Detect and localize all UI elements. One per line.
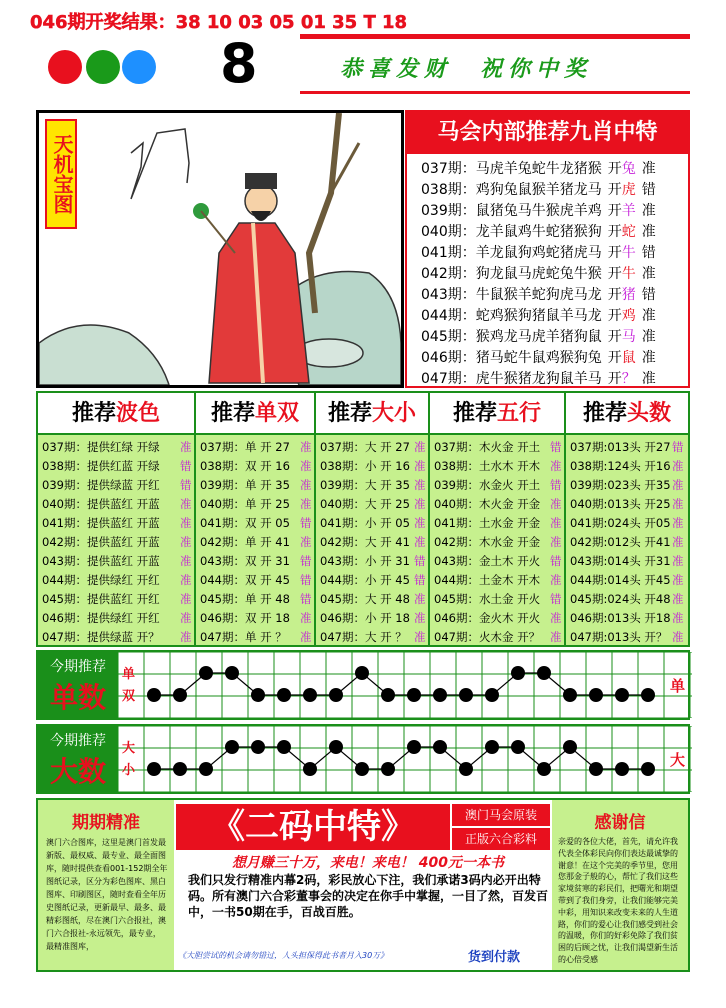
- table-cell: 046期：金火木 开火: [434, 611, 541, 625]
- table-mark: 准: [300, 630, 312, 644]
- table-mark: 准: [414, 516, 426, 530]
- table-mark: 准: [414, 611, 426, 625]
- table-cell: 046期：双 开 18: [200, 611, 290, 625]
- nine-zodiac-title: 马会内部推荐九肖中特: [407, 112, 688, 154]
- trend-point: [485, 740, 499, 754]
- nine-zodiac-row: [421, 263, 656, 285]
- trend-point: [511, 740, 525, 754]
- column-header-prefix: 推荐: [327, 401, 372, 426]
- nine-zodiac-result: 马: [621, 329, 636, 345]
- nine-zodiac-zodiacs: 鼠猪兔马牛猴虎羊鸡: [475, 203, 602, 219]
- trend-point: [173, 688, 187, 702]
- column-header-prefix: 推荐: [71, 401, 116, 426]
- table-mark: 准: [672, 554, 684, 568]
- table-mark: 错: [550, 440, 562, 454]
- trend-point: [615, 762, 629, 776]
- column-header-highlight: 大小: [372, 401, 417, 426]
- table-mark: 准: [180, 535, 192, 549]
- table-cell: 040期：提供蓝红 开蓝: [42, 497, 160, 511]
- table-mark: 准: [672, 611, 684, 625]
- nine-zodiac-box: [405, 110, 690, 388]
- trend-point: [615, 688, 629, 702]
- nine-zodiac-status: 错: [641, 182, 656, 198]
- table-mark: 错: [300, 516, 312, 530]
- table-mark: 错: [550, 478, 562, 492]
- banner-side-bottom: 正版六合彩料: [452, 828, 550, 850]
- trend-point: [511, 666, 525, 680]
- big-small-trend: [36, 724, 690, 794]
- table-cell: 047期：提供绿蓝 开？: [42, 630, 160, 644]
- trend-point: [563, 688, 577, 702]
- table-cell: 042期：单 开 41: [200, 535, 290, 549]
- nine-zodiac-open: 开: [607, 161, 622, 177]
- nine-zodiac-zodiacs: 虎牛猴猪龙狗鼠羊马: [475, 371, 602, 387]
- table-cell: 040期:013头 开25: [570, 497, 671, 511]
- column-header-highlight: 头数: [627, 401, 672, 426]
- trend-point: [433, 740, 447, 754]
- nine-zodiac-status: 准: [641, 308, 656, 324]
- nine-zodiac-period: 038期：: [421, 182, 476, 198]
- nine-zodiac-zodiacs: 牛鼠猴羊蛇狗虎马龙: [475, 287, 602, 303]
- table-mark: 准: [180, 554, 192, 568]
- draw-result-headline: 046期开奖结果：38 10 03 05 01 35 T 18: [30, 12, 408, 33]
- nine-zodiac-row: [421, 221, 656, 243]
- nine-zodiac-result: 鸡: [621, 308, 636, 324]
- bottom-section: [36, 798, 690, 972]
- trend-point: [407, 740, 421, 754]
- nine-zodiac-zodiacs: 龙羊鼠鸡牛蛇猪猴狗: [475, 224, 602, 240]
- table-cell: 041期：小 开 05: [320, 516, 410, 530]
- nine-zodiac-result: 牛: [621, 245, 636, 261]
- banner-side-top: 澳门马会原装: [452, 804, 550, 826]
- cash-on-delivery: 货到付款: [468, 950, 521, 965]
- two-code-banner: 《二码中特》: [176, 804, 450, 850]
- table-mark: 准: [550, 611, 562, 625]
- table-cell: 041期:024头 开05: [570, 516, 671, 530]
- trend-final-mark: 单: [670, 677, 686, 695]
- table-cell: 046期：提供绿红 开红: [42, 611, 160, 625]
- nine-zodiac-open: 开: [607, 224, 622, 240]
- column-header: [196, 393, 314, 435]
- nine-zodiac-open: 开: [607, 245, 622, 261]
- table-mark: 错: [300, 592, 312, 606]
- issue-number: 8: [220, 32, 258, 95]
- nine-zodiac-zodiacs: 狗龙鼠马虎蛇兔牛猴: [475, 266, 602, 282]
- trend-row-label: 双: [122, 689, 136, 704]
- table-mark: 准: [414, 535, 426, 549]
- red-divider: [300, 34, 690, 39]
- table-mark: 准: [550, 516, 562, 530]
- trend-point: [589, 762, 603, 776]
- sage-illustration: [39, 113, 401, 385]
- nine-zodiac-status: 准: [641, 203, 656, 219]
- table-mark: 准: [300, 497, 312, 511]
- nine-zodiac-row: [421, 305, 656, 327]
- table-mark: 准: [672, 630, 684, 644]
- table-mark: 准: [672, 459, 684, 473]
- trend-point: [199, 666, 213, 680]
- table-mark: 准: [672, 478, 684, 492]
- trend-point: [407, 688, 421, 702]
- table-mark: 准: [180, 592, 192, 606]
- nine-zodiac-status: 准: [641, 161, 656, 177]
- trend-point: [563, 740, 577, 754]
- nine-zodiac-open: 开: [607, 266, 622, 282]
- trend-point: [381, 762, 395, 776]
- table-cell: 038期：双 开 16: [200, 459, 290, 473]
- nine-zodiac-period: 037期：: [421, 161, 476, 177]
- table-cell: 047期：火木金 开？: [434, 630, 541, 644]
- nine-zodiac-result: 牛: [621, 266, 636, 282]
- column-4: [566, 393, 688, 645]
- trend-point: [641, 688, 655, 702]
- nine-zodiac-status: 错: [641, 287, 656, 303]
- table-cell: 037期：提供红绿 开绿: [42, 440, 160, 454]
- table-mark: 错: [550, 554, 562, 568]
- slogan: 恭喜发财 祝你中奖: [340, 57, 593, 82]
- table-cell: 045期：单 开 48: [200, 592, 290, 606]
- table-cell: 044期：双 开 45: [200, 573, 290, 587]
- table-mark: 错: [414, 554, 426, 568]
- nine-zodiac-status: 准: [641, 329, 656, 345]
- nine-zodiac-zodiacs: 马虎羊兔蛇牛龙猪猴: [475, 161, 602, 177]
- trend-point: [355, 762, 369, 776]
- nine-zodiac-period: 047期：: [421, 371, 476, 387]
- trend-point: [381, 688, 395, 702]
- table-cell: 046期：小 开 18: [320, 611, 410, 625]
- table-mark: 准: [672, 573, 684, 587]
- promo-tagline: 《大胆尝试的机会请勿错过，人头担保得此书者月入30万》: [178, 951, 389, 960]
- nine-zodiac-zodiacs: 猪马蛇牛鼠鸡猴狗兔: [475, 350, 602, 366]
- table-cell: 044期：提供绿红 开红: [42, 573, 160, 587]
- nine-zodiac-status: 准: [641, 350, 656, 366]
- table-cell: 041期：土水金 开金: [434, 516, 541, 530]
- nine-zodiac-zodiacs: 蛇鸡猴狗猪鼠羊马龙: [475, 308, 602, 324]
- table-cell: 047期:013头 开？: [570, 630, 668, 644]
- table-mark: 准: [414, 478, 426, 492]
- column-1: [196, 393, 316, 645]
- table-cell: 037期：木火金 开土: [434, 440, 541, 454]
- table-cell: 043期：金土木 开火: [434, 554, 541, 568]
- column-header-highlight: 五行: [497, 401, 542, 426]
- column-header-prefix: 推荐: [210, 401, 255, 426]
- trend-point: [329, 740, 343, 754]
- trend-label-line1: 今期推荐: [50, 659, 106, 675]
- nine-zodiac-status: 准: [641, 224, 656, 240]
- table-mark: 准: [414, 592, 426, 606]
- table-mark: 错: [300, 554, 312, 568]
- trend-point: [537, 762, 551, 776]
- trend-point: [485, 688, 499, 702]
- table-cell: 042期：提供蓝红 开蓝: [42, 535, 160, 549]
- column-3: [430, 393, 566, 645]
- thank-letter-title: 感谢信: [594, 813, 646, 833]
- left-info-box: [38, 800, 174, 970]
- column-header-highlight: 波色: [116, 401, 161, 426]
- trend-final-mark: 大: [670, 751, 686, 769]
- nine-zodiac-row: [421, 179, 656, 201]
- nine-zodiac-result: 猪: [621, 287, 636, 303]
- table-cell: 046期:013头 开18: [570, 611, 671, 625]
- table-mark: 准: [550, 459, 562, 473]
- column-header: [566, 393, 688, 435]
- table-mark: 准: [180, 630, 192, 644]
- nine-zodiac-period: 040期：: [421, 224, 476, 240]
- odd-even-chart: [118, 652, 692, 718]
- table-cell: 040期：木火金 开金: [434, 497, 541, 511]
- trend-point: [277, 688, 291, 702]
- table-mark: 准: [180, 573, 192, 587]
- table-cell: 039期：大 开 35: [320, 478, 410, 492]
- nine-zodiac-period: 039期：: [421, 203, 476, 219]
- trend-point: [277, 740, 291, 754]
- table-cell: 044期：土金木 开木: [434, 573, 541, 587]
- column-header-highlight: 单双: [255, 401, 300, 426]
- nine-zodiac-result: 兔: [621, 161, 636, 177]
- table-cell: 043期：提供蓝红 开蓝: [42, 554, 160, 568]
- tianji-label: 天机宝图: [45, 119, 77, 229]
- table-cell: 043期:014头 开31: [570, 554, 671, 568]
- trend-row-label: 小: [122, 763, 136, 778]
- table-cell: 042期:012头 开41: [570, 535, 671, 549]
- table-cell: 040期：大 开 25: [320, 497, 410, 511]
- trend-point: [433, 688, 447, 702]
- table-mark: 准: [300, 440, 312, 454]
- big-small-label: [38, 726, 118, 792]
- nine-zodiac-status: 准: [641, 371, 656, 387]
- red-circle-icon: [48, 50, 82, 84]
- trend-label-line2: 单数: [49, 681, 106, 714]
- table-mark: 准: [300, 611, 312, 625]
- trend-point: [329, 688, 343, 702]
- table-mark: 准: [180, 516, 192, 530]
- left-info-text: 澳门六合图库，这里是澳门首发最新版、最权威、最专业、最全面图库，随时提供查看001-152期全年图纸记录，区分为彩色图库、黑白图库、印刷图区，随时查看全年历史图纸记录，更新最早、最多、最精彩图纸，尽在澳门六合报社，澳门六合报社-永远领先，最专业，最精准图库，: [46, 838, 168, 951]
- table-mark: 准: [180, 497, 192, 511]
- recommendation-table: [36, 391, 690, 647]
- blue-circle-icon: [122, 50, 156, 84]
- nine-zodiac-period: 044期：: [421, 308, 476, 324]
- nine-zodiac-row: [421, 347, 656, 369]
- nine-zodiac-open: 开: [607, 308, 622, 324]
- table-cell: 045期：水土金 开火: [434, 592, 541, 606]
- thank-letter-box: [552, 800, 688, 970]
- column-header: [38, 393, 194, 435]
- nine-zodiac-period: 041期：: [421, 245, 476, 261]
- trend-point: [459, 688, 473, 702]
- table-cell: 037期:013头 开27: [570, 440, 671, 454]
- nine-zodiac-row: [421, 368, 656, 390]
- table-cell: 038期：提供红蓝 开绿: [42, 459, 160, 473]
- nine-zodiac-open: 开: [607, 371, 622, 387]
- table-cell: 043期：双 开 31: [200, 554, 290, 568]
- nine-zodiac-row: [421, 326, 656, 348]
- nine-zodiac-result: 鼠: [621, 350, 636, 366]
- column-2: [316, 393, 430, 645]
- nine-zodiac-period: 043期：: [421, 287, 476, 303]
- nine-zodiac-row: [421, 200, 656, 222]
- table-mark: 准: [300, 459, 312, 473]
- table-cell: 038期：小 开 16: [320, 459, 410, 473]
- table-mark: 准: [414, 440, 426, 454]
- trend-point: [225, 740, 239, 754]
- trend-point: [251, 688, 265, 702]
- table-mark: 准: [414, 459, 426, 473]
- nine-zodiac-row: [421, 242, 656, 264]
- table-cell: 044期：小 开 45: [320, 573, 410, 587]
- table-cell: 039期：提供绿蓝 开红: [42, 478, 160, 492]
- table-mark: 准: [672, 592, 684, 606]
- table-cell: 047期：单 开 ？: [200, 630, 287, 644]
- table-mark: 错: [550, 592, 562, 606]
- nine-zodiac-period: 042期：: [421, 266, 476, 282]
- table-mark: 准: [300, 478, 312, 492]
- trend-point: [173, 762, 187, 776]
- table-cell: 047期：大 开 ？: [320, 630, 407, 644]
- table-cell: 039期：水金火 开土: [434, 478, 541, 492]
- table-mark: 准: [550, 630, 562, 644]
- table-mark: 错: [180, 459, 192, 473]
- green-circle-icon: [86, 50, 120, 84]
- trend-row-label: 单: [122, 667, 136, 682]
- promo-line: 想月赚三十万，来电！来电！ 400元一本书: [231, 855, 505, 871]
- trend-point: [225, 666, 239, 680]
- left-info-title: 期期精准: [72, 813, 140, 833]
- nine-zodiac-status: 准: [641, 266, 656, 282]
- column-header: [430, 393, 564, 435]
- table-cell: 041期：双 开 05: [200, 516, 290, 530]
- table-mark: 错: [300, 573, 312, 587]
- table-mark: 准: [550, 573, 562, 587]
- trend-point: [147, 762, 161, 776]
- nine-zodiac-result: 羊: [621, 203, 636, 219]
- nine-zodiac-zodiacs: 羊龙鼠狗鸡蛇猪虎马: [475, 245, 602, 261]
- trend-point: [459, 762, 473, 776]
- trend-point: [303, 762, 317, 776]
- odd-even-trend: [36, 650, 690, 720]
- nine-zodiac-row: [421, 158, 656, 180]
- trend-point: [641, 762, 655, 776]
- nine-zodiac-open: 开: [607, 203, 622, 219]
- nine-zodiac-period: 045期：: [421, 329, 476, 345]
- table-cell: 043期：小 开 31: [320, 554, 410, 568]
- promo-body: 我们只发行精准内幕2码，彩民放心下注，我们承诺3码内必开出特码。所有澳门六合彩董事会的决定在你手中掌握，一目了然，百发百中，一书50期在手，百战百胜。: [188, 873, 549, 919]
- trend-point: [199, 762, 213, 776]
- table-cell: 039期:023头 开35: [570, 478, 671, 492]
- illustration-panel: [36, 110, 404, 388]
- nine-zodiac-open: 开: [607, 350, 622, 366]
- nine-zodiac-row: [421, 284, 656, 306]
- table-cell: 038期:124头 开16: [570, 459, 671, 473]
- table-mark: 准: [414, 497, 426, 511]
- trend-point: [537, 666, 551, 680]
- nine-zodiac-zodiacs: 鸡狗兔鼠猴羊猪龙马: [475, 182, 602, 198]
- red-divider: [300, 91, 690, 94]
- table-cell: 039期：单 开 35: [200, 478, 290, 492]
- column-header: [316, 393, 428, 435]
- column-header-prefix: 推荐: [582, 401, 627, 426]
- table-mark: 准: [180, 440, 192, 454]
- trend-label-line1: 今期推荐: [50, 733, 106, 749]
- trend-point: [251, 740, 265, 754]
- trend-row-label: 大: [122, 741, 136, 756]
- nine-zodiac-zodiacs: 猴鸡龙马虎羊猪狗鼠: [475, 329, 602, 345]
- table-mark: 准: [550, 497, 562, 511]
- table-mark: 准: [414, 630, 426, 644]
- table-cell: 041期：提供蓝红 开蓝: [42, 516, 160, 530]
- table-cell: 044期:014头 开45: [570, 573, 671, 587]
- table-cell: 042期：木水金 开金: [434, 535, 541, 549]
- table-mark: 准: [300, 535, 312, 549]
- table-cell: 040期：单 开 25: [200, 497, 290, 511]
- big-small-chart: [118, 726, 692, 792]
- nine-zodiac-result: ？: [621, 371, 636, 387]
- column-header-prefix: 推荐: [452, 401, 497, 426]
- table-cell: 038期：土水木 开木: [434, 459, 541, 473]
- nine-zodiac-open: 开: [607, 287, 622, 303]
- table-cell: 045期:024头 开48: [570, 592, 671, 606]
- table-mark: 准: [672, 535, 684, 549]
- odd-even-label: [38, 652, 118, 718]
- table-mark: 错: [180, 478, 192, 492]
- table-mark: 准: [672, 516, 684, 530]
- nine-zodiac-result: 虎: [621, 182, 636, 198]
- trend-point: [147, 688, 161, 702]
- table-mark: 准: [550, 535, 562, 549]
- table-cell: 037期：大 开 27: [320, 440, 410, 454]
- nine-zodiac-open: 开: [607, 329, 622, 345]
- nine-zodiac-result: 蛇: [621, 224, 636, 240]
- table-cell: 045期：提供蓝红 开红: [42, 592, 160, 606]
- table-mark: 准: [180, 611, 192, 625]
- table-cell: 037期：单 开 27: [200, 440, 290, 454]
- nine-zodiac-status: 错: [641, 245, 656, 261]
- trend-point: [589, 688, 603, 702]
- column-0: [38, 393, 196, 645]
- thank-letter-text: 亲爱的各位大佬，首先，请允许我代表全体彩民向你们表达最诚挚的谢意！在这个完美的季节里，您用您那金子般的心，帮忙了我们这些家境贫寒的彩民们，把曙光和期望带到了我们身旁，让我们能够完美中彩，用知识来改变未来的人生道路，你们的爱心让我们感受到社会的温暖，你们的好彩免除了我们贫困的后顾之忧，让我们渴望新生活的心倍受感: [558, 837, 678, 964]
- trend-point: [303, 688, 317, 702]
- trend-label-line2: 大数: [49, 755, 106, 788]
- table-mark: 错: [672, 440, 684, 454]
- nine-zodiac-period: 046期：: [421, 350, 476, 366]
- table-mark: 准: [672, 497, 684, 511]
- table-mark: 错: [414, 573, 426, 587]
- table-cell: 045期：大 开 48: [320, 592, 410, 606]
- table-cell: 042期：大 开 41: [320, 535, 410, 549]
- trend-point: [355, 666, 369, 680]
- nine-zodiac-open: 开: [607, 182, 622, 198]
